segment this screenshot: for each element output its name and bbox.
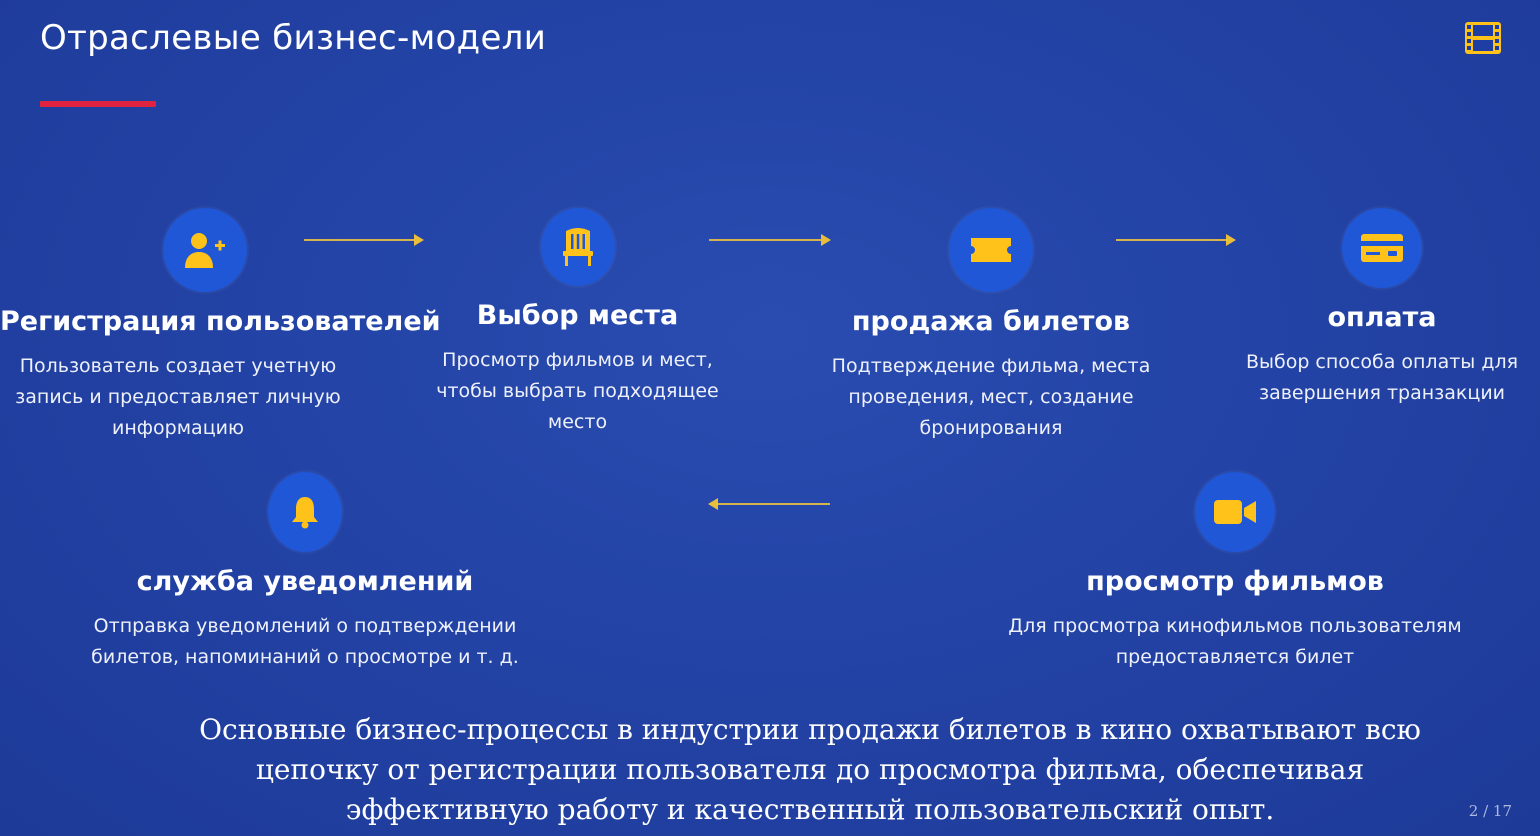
step-notifications-title: служба уведомлений bbox=[136, 566, 474, 597]
summary-text: Основные бизнес-процессы в индустрии продажи билетов в кино охватывают всю цепочку от регистрации пользователя до просмотра фильма, обеспечивая эффективную работу и качественный пользовательский опыт. bbox=[199, 713, 1421, 826]
seat-icon bbox=[561, 227, 595, 267]
step-seat-circle bbox=[541, 208, 615, 286]
slide-title: Отраслевые бизнес-модели bbox=[40, 18, 547, 58]
step-notifications-circle bbox=[268, 472, 342, 552]
page-number: 2 / 17 bbox=[1468, 802, 1512, 820]
step-payment-circle bbox=[1342, 208, 1422, 288]
arrow-4 bbox=[710, 503, 830, 505]
bell-icon bbox=[290, 495, 320, 529]
ticket-icon bbox=[969, 236, 1013, 264]
step-payment-title: оплата bbox=[1327, 302, 1437, 333]
step-tickets-desc: Подтверждение фильма, места проведения, мест, создание бронирования bbox=[831, 355, 1151, 439]
step-tickets-circle bbox=[949, 208, 1033, 292]
step-tickets-title: продажа билетов bbox=[851, 306, 1131, 337]
film-strip-icon bbox=[1464, 20, 1502, 56]
step-tickets bbox=[816, 208, 1166, 444]
arrow-1 bbox=[304, 239, 422, 241]
step-notifications-desc: Отправка уведомлений о подтверждении билетов, напоминаний о просмотре и т. д. bbox=[91, 615, 519, 668]
step-viewing-circle bbox=[1195, 472, 1275, 552]
step-payment-desc: Выбор способа оплаты для завершения транзакции bbox=[1245, 351, 1519, 404]
add-user-icon bbox=[182, 230, 228, 270]
title-underline bbox=[40, 101, 156, 107]
step-registration-circle bbox=[163, 208, 247, 292]
video-camera-icon bbox=[1213, 498, 1257, 526]
arrow-3 bbox=[1116, 239, 1234, 241]
step-payment bbox=[1226, 208, 1538, 409]
step-registration-title: Регистрация пользователей bbox=[0, 306, 441, 337]
arrow-2 bbox=[709, 239, 829, 241]
step-seat bbox=[420, 208, 735, 438]
step-seat-title: Выбор места bbox=[476, 300, 679, 331]
step-seat-desc: Просмотр фильмов и мест, чтобы выбрать подходящее место bbox=[436, 349, 719, 433]
step-registration bbox=[0, 208, 441, 444]
step-viewing bbox=[980, 472, 1490, 673]
step-viewing-desc: Для просмотра кинофильмов пользователям предоставляется билет bbox=[1008, 615, 1462, 668]
step-registration-desc: Пользователь создает учетную запись и предоставляет личную информацию bbox=[15, 355, 341, 439]
credit-card-icon bbox=[1360, 232, 1404, 264]
step-notifications bbox=[70, 472, 540, 673]
step-viewing-title: просмотр фильмов bbox=[1086, 566, 1384, 597]
